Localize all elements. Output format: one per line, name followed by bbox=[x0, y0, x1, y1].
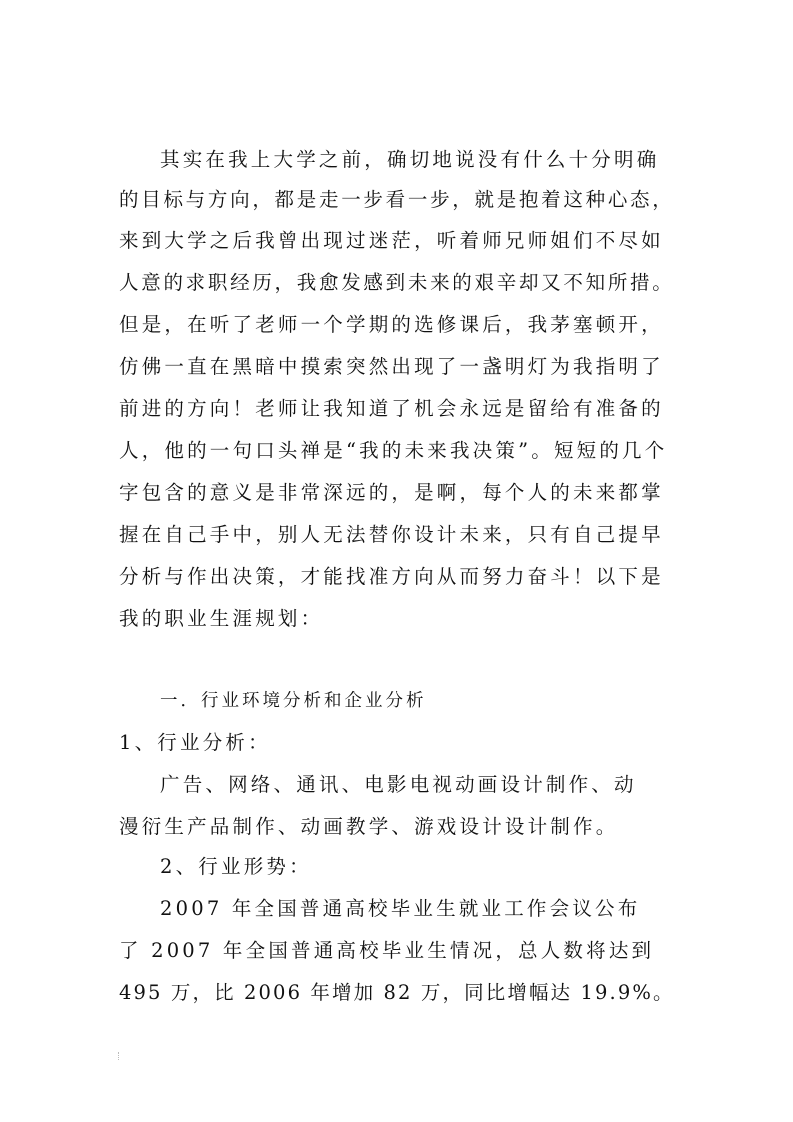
body-line: 了 2007 年全国普通高校毕业生情况，总人数将达到 bbox=[119, 939, 655, 962]
intro-line: 前进的方向！老师让我知道了机会永远是留给有准备的 bbox=[119, 397, 664, 420]
subsection-title: 2、行业形势： bbox=[160, 855, 312, 878]
intro-line: 其实在我上大学之前，确切地说没有什么十分明确 bbox=[160, 148, 660, 171]
body-line: 广告、网络、通讯、电影电视动画设计制作、动 bbox=[160, 773, 637, 796]
intro-line: 握在自己手中，别人无法替你设计未来，只有自己提早 bbox=[119, 523, 664, 546]
intro-line: 来到大学之后我曾出现过迷茫，听着师兄师姐们不尽如 bbox=[119, 229, 664, 252]
page-margin-mark bbox=[118, 1052, 122, 1060]
subsection-title: 1、行业分析： bbox=[119, 731, 271, 754]
body-line: 2007 年全国普通高校毕业生就业工作会议公布 bbox=[160, 897, 641, 920]
intro-line: 人意的求职经历，我愈发感到未来的艰辛却又不知所措。 bbox=[119, 271, 675, 294]
intro-line: 分析与作出决策，才能找准方向从而努力奋斗！以下是 bbox=[119, 565, 664, 588]
intro-line: 的目标与方向，都是走一步看一步，就是抱着这种心态， bbox=[119, 188, 675, 211]
intro-line: 我的职业生涯规划： bbox=[119, 607, 324, 630]
body-line: 495 万，比 2006 年增加 82 万，同比增幅达 19.9%。 bbox=[119, 981, 675, 1004]
body-line: 漫衍生产品制作、动画教学、游戏设计设计制作。 bbox=[119, 815, 619, 838]
section-heading: 一．行业环境分析和企业分析 bbox=[160, 691, 427, 711]
intro-line: 但是，在听了老师一个学期的选修课后，我茅塞顿开， bbox=[119, 313, 664, 336]
intro-line: 人，他的一句口头禅是“我的未来我决策”。短短的几个 bbox=[119, 439, 668, 462]
intro-line: 字包含的意义是非常深远的，是啊，每个人的未来都掌 bbox=[119, 481, 664, 504]
intro-line: 仿佛一直在黑暗中摸索突然出现了一盏明灯为我指明了 bbox=[119, 355, 664, 378]
